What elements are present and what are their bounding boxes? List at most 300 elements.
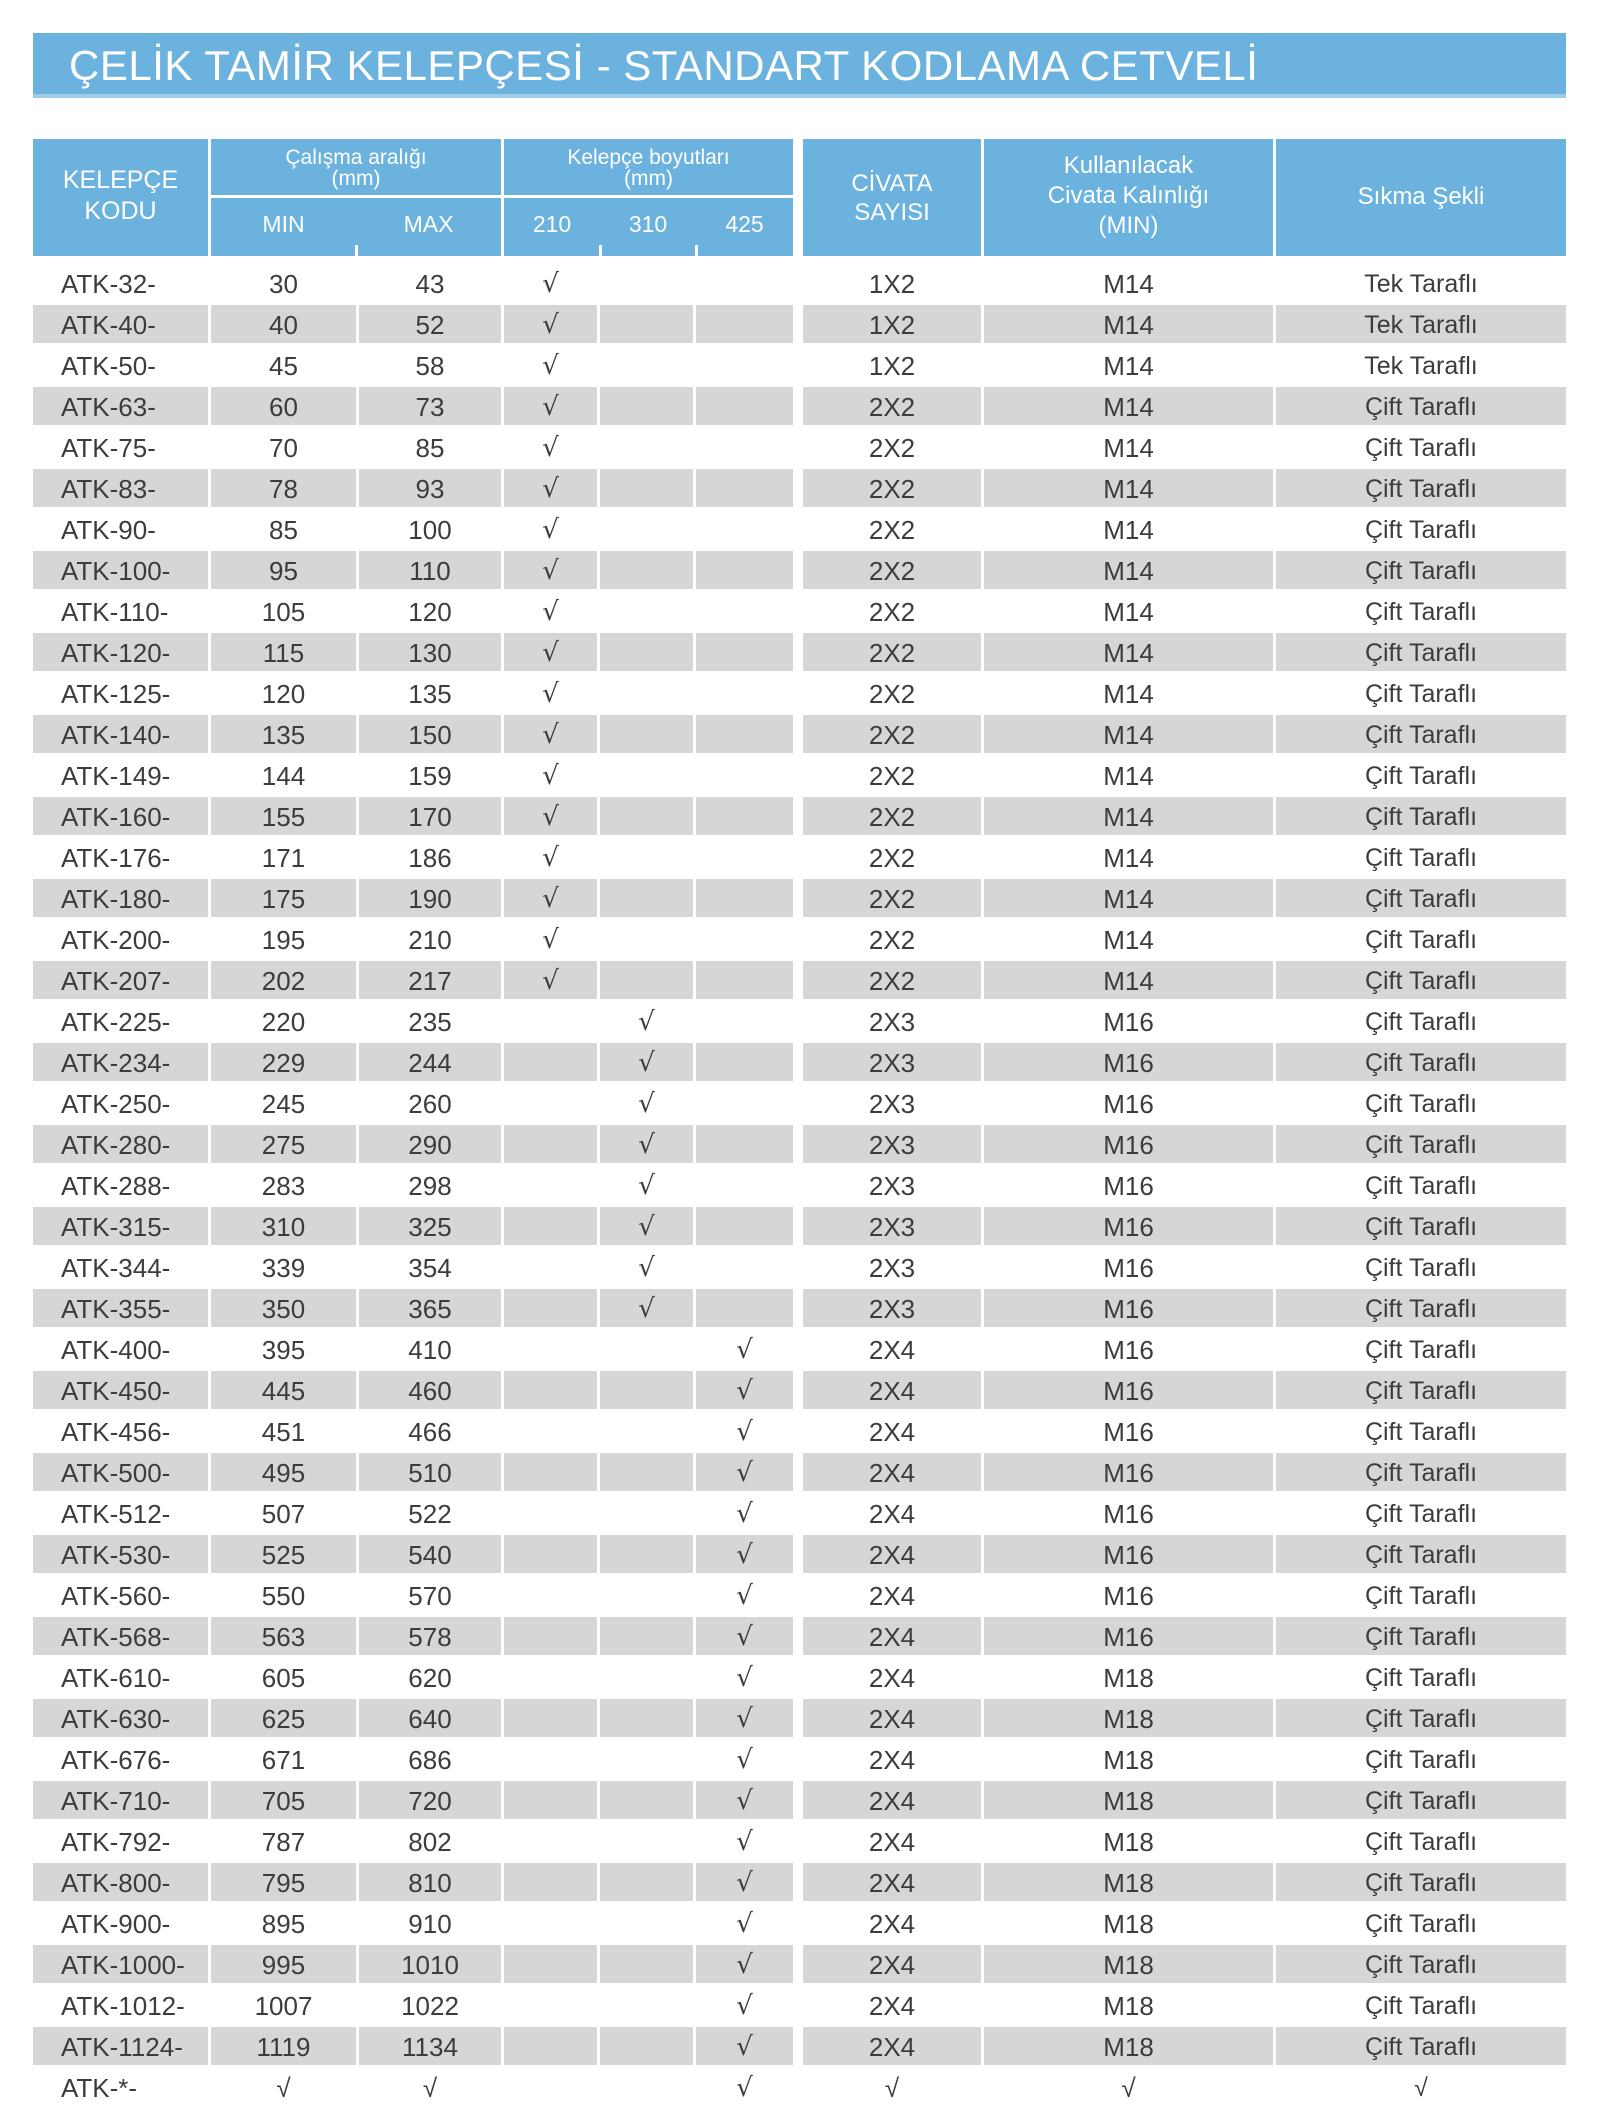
cell-size-425 xyxy=(696,1084,793,1122)
cell-size-310 xyxy=(600,1617,693,1655)
cell-shape: Çift Taraflı xyxy=(1276,1125,1566,1163)
cell-size-425 xyxy=(696,1125,793,1163)
cell-size-210: √ xyxy=(542,433,559,463)
cell-size-210 xyxy=(504,1986,597,2024)
cell-size-310 xyxy=(600,1494,693,1532)
cell-bolts: 2X4 xyxy=(868,1499,916,1529)
cell-shape: Çift Taraflı xyxy=(1276,1207,1566,1245)
cell-max: 354 xyxy=(408,1253,452,1283)
cell-max: 460 xyxy=(359,1371,501,1409)
table-row xyxy=(0,1248,1600,1289)
cell-min: 495 xyxy=(211,1453,356,1491)
header-code xyxy=(33,139,208,256)
header-tick xyxy=(355,245,358,256)
header-size-210: 210 xyxy=(532,211,572,237)
cell-shape: Çift Taraflı xyxy=(1276,1371,1566,1409)
cell-size-310 xyxy=(600,428,693,466)
cell-max: 120 xyxy=(408,597,452,627)
cell-size-310 xyxy=(600,1576,693,1614)
cell-code: ATK-120- xyxy=(33,633,208,671)
table-row xyxy=(0,264,1600,305)
cell-size-310 xyxy=(600,387,693,425)
cell-size-425 xyxy=(696,264,793,302)
cell-bolts: 2X3 xyxy=(868,1089,916,1119)
cell-size-425: √ xyxy=(696,1453,793,1491)
table-row xyxy=(0,920,1600,961)
cell-code: ATK-450- xyxy=(33,1371,208,1409)
cell-thickness: M16 xyxy=(984,1125,1273,1163)
cell-code: ATK-40- xyxy=(33,305,208,343)
cell-min: 395 xyxy=(261,1335,306,1365)
cell-size-425 xyxy=(696,674,793,712)
cell-max: 466 xyxy=(408,1417,452,1447)
cell-thickness: M14 xyxy=(984,961,1273,999)
table-row xyxy=(0,1002,1600,1043)
cell-shape: Çift Taraflı xyxy=(1364,1172,1478,1200)
cell-code: ATK-250- xyxy=(61,1089,171,1119)
cell-min: 144 xyxy=(261,761,306,791)
cell-size-210: √ xyxy=(504,961,597,999)
cell-size-425 xyxy=(696,1207,793,1245)
cell-size-310 xyxy=(600,1781,693,1819)
cell-code: ATK-288- xyxy=(61,1171,171,1201)
cell-thickness: M18 xyxy=(984,1699,1273,1737)
header-bolts xyxy=(803,139,981,256)
cell-size-310 xyxy=(600,1535,693,1573)
cell-code: ATK-*- xyxy=(61,2073,138,2103)
cell-size-425: √ xyxy=(696,1371,793,1409)
cell-size-210 xyxy=(504,1248,597,1286)
cell-shape: Çift Taraflı xyxy=(1364,516,1478,544)
header-range xyxy=(211,139,501,256)
cell-size-310 xyxy=(600,961,693,999)
cell-shape: Çift Taraflı xyxy=(1276,2027,1566,2065)
cell-bolts: 2X4 xyxy=(803,1699,981,1737)
cell-shape: Çift Taraflı xyxy=(1364,1992,1478,2020)
cell-size-425 xyxy=(696,469,793,507)
cell-shape: Çift Taraflı xyxy=(1364,1336,1478,1364)
table-row xyxy=(0,756,1600,797)
cell-thickness: M14 xyxy=(1103,433,1154,463)
cell-bolts: 2X4 xyxy=(868,1581,916,1611)
header-bolts-line2: SAYISI xyxy=(854,199,930,226)
cell-shape: Çift Taraflı xyxy=(1276,387,1566,425)
header-tick xyxy=(695,245,698,256)
cell-max: 170 xyxy=(359,797,501,835)
table-row xyxy=(0,1658,1600,1699)
cell-thickness: M18 xyxy=(984,1945,1273,1983)
cell-shape: Çift Taraflı xyxy=(1276,1289,1566,1327)
cell-size-425: √ xyxy=(696,1699,793,1737)
cell-thickness: M14 xyxy=(1103,843,1154,873)
table-row xyxy=(0,387,1600,428)
cell-max: 410 xyxy=(408,1335,452,1365)
cell-size-210: √ xyxy=(504,797,597,835)
cell-thickness: M18 xyxy=(984,2027,1273,2065)
cell-code: ATK-610- xyxy=(61,1663,171,1693)
cell-max: 1010 xyxy=(359,1945,501,1983)
cell-max: 217 xyxy=(359,961,501,999)
cell-bolts: 2X2 xyxy=(803,797,981,835)
cell-min: 525 xyxy=(211,1535,356,1573)
cell-size-425 xyxy=(696,592,793,630)
cell-thickness: M18 xyxy=(1103,1663,1154,1693)
cell-max: 210 xyxy=(408,925,452,955)
cell-max: 325 xyxy=(359,1207,501,1245)
cell-bolts: 2X4 xyxy=(803,1453,981,1491)
cell-size-425: √ xyxy=(696,1945,793,1983)
cell-code: ATK-512- xyxy=(61,1499,171,1529)
cell-size-210 xyxy=(504,1453,597,1491)
table-row xyxy=(0,1166,1600,1207)
cell-bolts: 2X3 xyxy=(803,1125,981,1163)
cell-thickness: M16 xyxy=(1103,1335,1154,1365)
cell-size-310 xyxy=(600,715,693,753)
cell-size-310 xyxy=(600,1986,693,2024)
cell-size-425: √ xyxy=(736,1991,753,2021)
page-title: ÇELİK TAMİR KELEPÇESİ - STANDART KODLAMA CETVELİ xyxy=(69,42,1259,89)
cell-min: 895 xyxy=(261,1909,306,1939)
cell-size-425: √ xyxy=(696,1535,793,1573)
cell-thickness: M16 xyxy=(1103,1581,1154,1611)
cell-max: 159 xyxy=(408,761,452,791)
cell-min: 135 xyxy=(211,715,356,753)
cell-min: 85 xyxy=(269,515,298,545)
cell-size-425: √ xyxy=(736,1827,753,1857)
cell-size-425 xyxy=(696,920,793,958)
cell-thickness: M14 xyxy=(984,551,1273,589)
cell-max: 365 xyxy=(359,1289,501,1327)
cell-size-210 xyxy=(504,1822,597,1860)
cell-thickness: M14 xyxy=(1103,597,1154,627)
cell-max: 130 xyxy=(359,633,501,671)
cell-bolts: 2X4 xyxy=(803,1945,981,1983)
cell-shape: Çift Taraflı xyxy=(1364,1500,1478,1528)
cell-size-210 xyxy=(504,1125,597,1163)
cell-bolts: 2X2 xyxy=(803,715,981,753)
cell-thickness: M14 xyxy=(984,469,1273,507)
header-tick xyxy=(599,245,602,256)
cell-size-425 xyxy=(696,797,793,835)
header-max: MAX xyxy=(403,211,454,237)
cell-min: 563 xyxy=(211,1617,356,1655)
cell-size-310: √ xyxy=(638,1089,655,1119)
cell-thickness: M18 xyxy=(1103,1991,1154,2021)
cell-min: √ xyxy=(276,2073,291,2103)
cell-code: ATK-568- xyxy=(33,1617,208,1655)
cell-min: 507 xyxy=(261,1499,306,1529)
cell-max: 686 xyxy=(408,1745,452,1775)
cell-bolts: 2X2 xyxy=(868,597,916,627)
cell-min: 995 xyxy=(211,1945,356,1983)
cell-min: 78 xyxy=(211,469,356,507)
cell-size-310 xyxy=(600,838,693,876)
table-row xyxy=(0,1822,1600,1863)
cell-bolts: 2X2 xyxy=(803,879,981,917)
cell-size-310 xyxy=(600,633,693,671)
cell-max: 186 xyxy=(408,843,452,873)
cell-size-310: √ xyxy=(600,1125,693,1163)
cell-size-425 xyxy=(696,387,793,425)
cell-bolts: 2X2 xyxy=(803,469,981,507)
table-row xyxy=(0,2068,1600,2109)
cell-min: 45 xyxy=(269,351,298,381)
cell-shape: Çift Taraflı xyxy=(1276,1863,1566,1901)
cell-code: ATK-100- xyxy=(33,551,208,589)
cell-size-425 xyxy=(696,633,793,671)
cell-min: 245 xyxy=(261,1089,306,1119)
cell-size-210: √ xyxy=(504,633,597,671)
cell-size-210 xyxy=(504,1494,597,1532)
table-row xyxy=(0,1371,1600,1412)
table-row xyxy=(0,551,1600,592)
cell-shape: Tek Taraflı xyxy=(1276,305,1566,343)
header-code-line1: KELEPÇE xyxy=(62,166,179,194)
cell-size-310: √ xyxy=(638,1253,655,1283)
cell-bolts: 2X4 xyxy=(868,1991,916,2021)
cell-size-310 xyxy=(600,1453,693,1491)
cell-shape: Çift Taraflı xyxy=(1276,715,1566,753)
table-row xyxy=(0,510,1600,551)
cell-shape: Çift Taraflı xyxy=(1276,1535,1566,1573)
cell-max: 510 xyxy=(359,1453,501,1491)
cell-size-210 xyxy=(504,1289,597,1327)
cell-max: 620 xyxy=(408,1663,452,1693)
table-row xyxy=(0,1904,1600,1945)
header-size-425: 425 xyxy=(725,211,764,237)
cell-min: 350 xyxy=(211,1289,356,1327)
header-divider xyxy=(504,195,793,198)
table-row xyxy=(0,305,1600,346)
table-row xyxy=(0,1207,1600,1248)
cell-shape: Çift Taraflı xyxy=(1364,1746,1478,1774)
cell-min: 339 xyxy=(261,1253,306,1283)
cell-size-310 xyxy=(600,264,693,302)
cell-code: ATK-315- xyxy=(33,1207,208,1245)
cell-size-310: √ xyxy=(600,1043,693,1081)
cell-thickness: M16 xyxy=(984,1371,1273,1409)
cell-shape: Çift Taraflı xyxy=(1276,1945,1566,1983)
cell-min: 1007 xyxy=(254,1991,313,2021)
cell-thickness: M14 xyxy=(1103,351,1154,381)
cell-shape: Çift Taraflı xyxy=(1276,1453,1566,1491)
cell-code: ATK-125- xyxy=(61,679,171,709)
cell-thickness: M14 xyxy=(1103,761,1154,791)
cell-size-310 xyxy=(600,1740,693,1778)
cell-min: 550 xyxy=(261,1581,306,1611)
cell-bolts: 2X4 xyxy=(868,1417,916,1447)
cell-size-210: √ xyxy=(542,515,559,545)
cell-min: 40 xyxy=(211,305,356,343)
cell-code: ATK-1000- xyxy=(33,1945,208,1983)
table-row xyxy=(0,1699,1600,1740)
cell-thickness: M18 xyxy=(984,1863,1273,1901)
cell-size-210 xyxy=(504,1658,597,1696)
cell-size-310 xyxy=(600,756,693,794)
cell-size-210 xyxy=(504,1002,597,1040)
cell-shape: Çift Taraflı xyxy=(1364,1090,1478,1118)
cell-bolts: 2X2 xyxy=(868,515,916,545)
cell-size-210 xyxy=(504,1535,597,1573)
cell-size-425 xyxy=(696,715,793,753)
cell-thickness: M14 xyxy=(1103,269,1154,299)
cell-size-425: √ xyxy=(696,1781,793,1819)
cell-min: 625 xyxy=(211,1699,356,1737)
cell-shape: Çift Taraflı xyxy=(1276,633,1566,671)
cell-min: 195 xyxy=(261,925,306,955)
cell-max: 235 xyxy=(408,1007,452,1037)
cell-code: ATK-63- xyxy=(33,387,208,425)
cell-size-425: √ xyxy=(736,1499,753,1529)
cell-size-310 xyxy=(600,2027,693,2065)
header-code-line2: KODU xyxy=(84,197,157,225)
cell-size-425: √ xyxy=(696,1863,793,1901)
table-row xyxy=(0,1125,1600,1166)
cell-shape: Çift Taraflı xyxy=(1276,961,1566,999)
cell-shape: Çift Taraflı xyxy=(1276,879,1566,917)
cell-bolts: 2X4 xyxy=(868,1909,916,1939)
cell-shape: Çift Taraflı xyxy=(1364,762,1478,790)
cell-thickness: M14 xyxy=(1103,925,1154,955)
table-row xyxy=(0,1330,1600,1371)
cell-size-210: √ xyxy=(504,551,597,589)
cell-bolts: 1X2 xyxy=(803,305,981,343)
cell-max: 578 xyxy=(359,1617,501,1655)
cell-min: 705 xyxy=(211,1781,356,1819)
cell-size-310 xyxy=(600,1330,693,1368)
cell-code: ATK-50- xyxy=(61,351,156,381)
cell-code: ATK-1124- xyxy=(33,2027,208,2065)
cell-size-210 xyxy=(504,1863,597,1901)
cell-shape: Çift Taraflı xyxy=(1364,1008,1478,1036)
cell-size-310 xyxy=(600,1822,693,1860)
cell-min: 220 xyxy=(261,1007,306,1037)
cell-size-425: √ xyxy=(736,1581,753,1611)
cell-thickness: M18 xyxy=(1103,1909,1154,1939)
header-range-line1: Çalışma aralığı xyxy=(285,146,427,169)
cell-size-310 xyxy=(600,346,693,384)
cell-min: 30 xyxy=(269,269,298,299)
cell-size-425 xyxy=(696,346,793,384)
cell-bolts: 2X4 xyxy=(803,1617,981,1655)
cell-max: 290 xyxy=(359,1125,501,1163)
cell-shape: Çift Taraflı xyxy=(1364,598,1478,626)
cell-bolts: 2X3 xyxy=(803,1043,981,1081)
cell-code: ATK-207- xyxy=(33,961,208,999)
cell-bolts: 1X2 xyxy=(868,351,916,381)
cell-min: 1119 xyxy=(211,2027,356,2065)
cell-thickness: M14 xyxy=(984,715,1273,753)
cell-thickness: M16 xyxy=(984,1043,1273,1081)
cell-size-425 xyxy=(696,1002,793,1040)
cell-size-425: √ xyxy=(696,1617,793,1655)
cell-max: 135 xyxy=(408,679,452,709)
cell-code: ATK-560- xyxy=(61,1581,171,1611)
cell-size-210: √ xyxy=(542,925,559,955)
cell-min: 105 xyxy=(261,597,306,627)
cell-thickness: M14 xyxy=(1103,679,1154,709)
table-row xyxy=(0,1084,1600,1125)
cell-bolts: 2X2 xyxy=(868,433,916,463)
cell-shape: Çift Taraflı xyxy=(1276,797,1566,835)
cell-shape: Tek Taraflı xyxy=(1364,270,1478,298)
table-row xyxy=(0,1535,1600,1576)
cell-size-425 xyxy=(696,756,793,794)
cell-min: 310 xyxy=(211,1207,356,1245)
header-shape-label: Sıkma Şekli xyxy=(1357,183,1485,210)
cell-size-210: √ xyxy=(542,269,559,299)
cell-size-425: √ xyxy=(736,1663,753,1693)
cell-code: ATK-676- xyxy=(61,1745,171,1775)
cell-size-310 xyxy=(600,797,693,835)
table-row xyxy=(0,346,1600,387)
cell-size-310 xyxy=(600,879,693,917)
table-row xyxy=(0,1289,1600,1330)
cell-max: 1134 xyxy=(359,2027,501,2065)
cell-bolts: 2X2 xyxy=(868,761,916,791)
cell-thickness: M18 xyxy=(984,1781,1273,1819)
table-row xyxy=(0,1740,1600,1781)
cell-max: 85 xyxy=(415,433,445,463)
cell-size-310 xyxy=(600,1658,693,1696)
cell-size-425 xyxy=(696,1248,793,1286)
cell-thickness: √ xyxy=(1121,2073,1136,2103)
cell-bolts: 2X4 xyxy=(868,1827,916,1857)
cell-size-210: √ xyxy=(542,679,559,709)
table-row xyxy=(0,797,1600,838)
cell-size-210 xyxy=(504,1617,597,1655)
cell-code: ATK-500- xyxy=(33,1453,208,1491)
cell-bolts: √ xyxy=(884,2073,900,2103)
cell-code: ATK-32- xyxy=(61,269,156,299)
cell-bolts: 1X2 xyxy=(868,269,916,299)
cell-max: 720 xyxy=(359,1781,501,1819)
cell-size-210 xyxy=(504,1412,597,1450)
cell-min: 451 xyxy=(261,1417,306,1447)
cell-shape: Tek Taraflı xyxy=(1364,352,1478,380)
cell-max: 43 xyxy=(415,269,445,299)
cell-size-210 xyxy=(504,1576,597,1614)
cell-bolts: 2X3 xyxy=(868,1007,916,1037)
cell-size-210 xyxy=(504,1740,597,1778)
cell-thickness: M14 xyxy=(984,305,1273,343)
cell-size-310 xyxy=(600,551,693,589)
cell-min: 795 xyxy=(211,1863,356,1901)
cell-shape: Çift Taraflı xyxy=(1364,1910,1478,1938)
cell-min: 60 xyxy=(211,387,356,425)
cell-code: ATK-792- xyxy=(61,1827,171,1857)
cell-size-210 xyxy=(504,1945,597,1983)
cell-size-210 xyxy=(504,1166,597,1204)
cell-size-310 xyxy=(600,469,693,507)
cell-max: 93 xyxy=(359,469,501,507)
cell-max: 1022 xyxy=(401,1991,459,2021)
cell-shape: Çift Taraflı xyxy=(1364,1828,1478,1856)
cell-shape: Çift Taraflı xyxy=(1276,1781,1566,1819)
cell-size-310 xyxy=(600,1863,693,1901)
cell-shape: Çift Taraflı xyxy=(1276,469,1566,507)
cell-size-425 xyxy=(696,428,793,466)
header-shape xyxy=(1276,139,1566,256)
cell-min: 229 xyxy=(211,1043,356,1081)
table-row xyxy=(0,1576,1600,1617)
cell-min: 275 xyxy=(211,1125,356,1163)
cell-size-210 xyxy=(504,1699,597,1737)
cell-size-310 xyxy=(600,592,693,630)
header-sizes-line1: Kelepçe boyutları xyxy=(567,146,730,169)
cell-code: ATK-710- xyxy=(33,1781,208,1819)
cell-code: ATK-1012- xyxy=(61,1991,185,2021)
